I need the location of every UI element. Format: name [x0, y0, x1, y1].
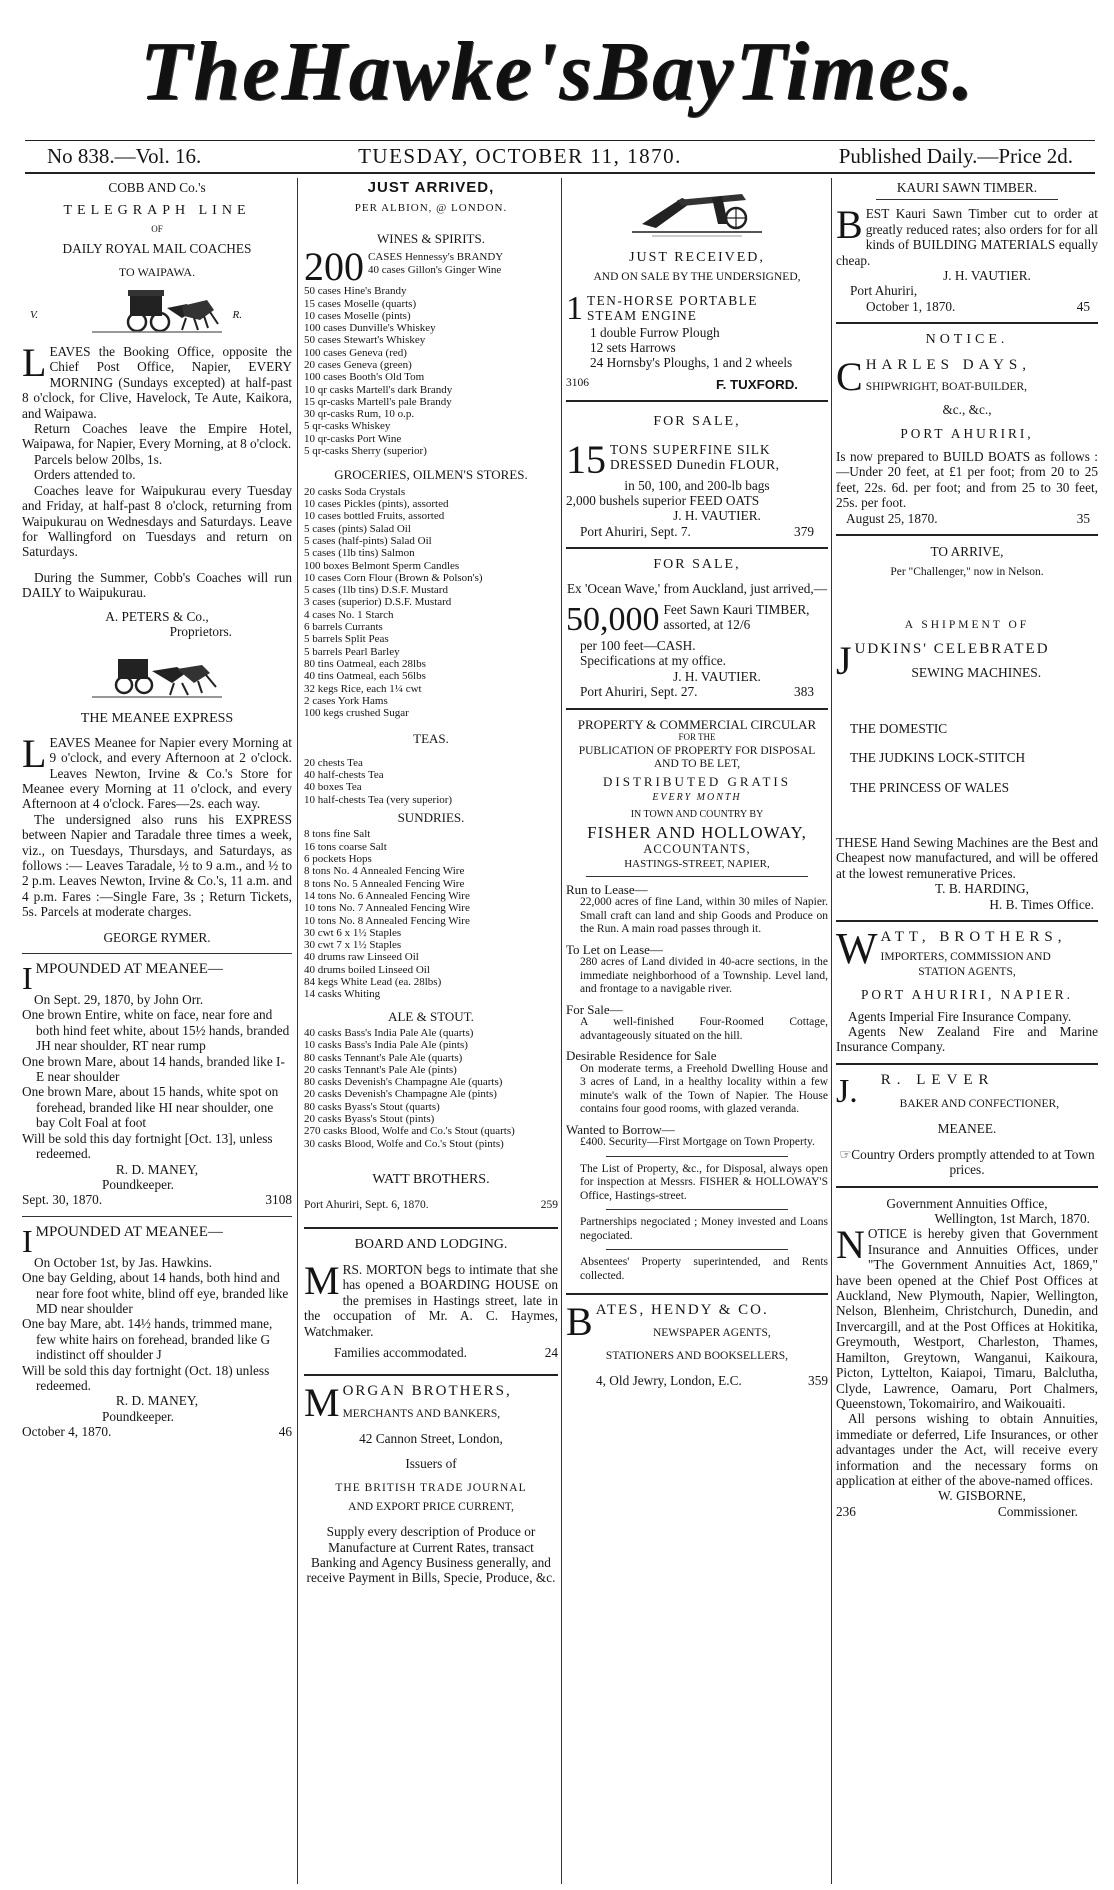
big-number: 15: [566, 441, 606, 478]
list-item: 1 double Furrow Plough: [590, 324, 720, 340]
meanee-express-title: THE MEANEE EXPRESS: [80, 711, 234, 727]
list-item: 14 casks Whiting: [304, 988, 381, 1001]
drop-cap: L: [22, 340, 47, 386]
list-item: 6 pockets Hops: [304, 853, 372, 866]
list-item: 15 qr-casks Martell's pale Brandy: [304, 395, 452, 408]
big-number: 200: [304, 249, 364, 286]
circular-line: EVERY MONTH: [652, 792, 742, 804]
signature: T. B. HARDING,: [935, 881, 1029, 897]
watt-agent: Agents New Zealand Fire and Marine Insurance Company.: [836, 1024, 1098, 1055]
rule: [566, 708, 828, 710]
rule: [836, 534, 1098, 536]
days-title: HARLES DAYS,: [865, 357, 1031, 373]
bates-line: NEWSPAPER AGENTS,: [652, 1326, 771, 1339]
rule: [606, 1249, 788, 1250]
list-item: 40 cases Gillon's Ginger Wine: [368, 263, 502, 276]
circular-text: Partnerships negociated ; Money invested and Loans negociated.: [580, 1216, 828, 1242]
days-line: &c., &c.,: [942, 402, 992, 418]
list-item: 100 boxes Belmont Sperm Candles: [304, 559, 460, 572]
list-item: 20 cases Geneva (green): [304, 359, 412, 371]
circular-heading: Wanted to Borrow—: [566, 1121, 675, 1137]
lever-sub: BAKER AND CONFECTIONER,: [899, 1098, 1060, 1111]
rule: [836, 1063, 1098, 1065]
signature: WATT BROTHERS.: [372, 1171, 490, 1187]
list-item: 40 boxes Tea: [304, 781, 362, 794]
drop-cap: B: [566, 1303, 593, 1340]
teas-list: [304, 757, 558, 806]
list-item: 100 cases Dunville's Whiskey: [304, 322, 436, 335]
bates-header: [566, 1303, 828, 1340]
watt-title: ATT, BROTHERS,: [880, 929, 1067, 945]
days-header: [836, 358, 1098, 395]
notice-number: 383: [794, 684, 814, 700]
column-3: [566, 178, 828, 1884]
column-4: [836, 178, 1098, 1884]
list-item: 10 casks Bass's India Pale Ale (pints): [304, 1039, 468, 1052]
masthead-word: Hawke's: [281, 24, 594, 118]
circular-text: 280 acres of Land divided in 40-acre sections, in the immediate neighborhood of a Township. Level land, and frontage to a navigable river.: [580, 956, 828, 996]
impound-line: On October 1st, by Jas. Hawkins.: [34, 1254, 213, 1270]
lever-text-body: Country Orders promptly attended to at Town prices.: [851, 1146, 1095, 1178]
list-item: 10 qr-casks Port Wine: [304, 432, 402, 445]
list-item: 10 tons No. 7 Annealed Fencing Wire: [304, 902, 470, 915]
list-item: 20 casks Tennant's Pale Ale (pints): [304, 1063, 457, 1076]
flour-block: [566, 442, 828, 478]
circular-line: DISTRIBUTED GRATIS: [603, 773, 791, 789]
list-item: 10 cases Pickles (pints), assorted: [304, 498, 449, 511]
list-item: 14 tons No. 6 Annealed Fencing Wire: [304, 889, 470, 902]
watt-port: PORT AHURIRI, NAPIER.: [861, 987, 1073, 1003]
list-item: 20 chests Tea: [304, 756, 363, 769]
property-circular: [566, 718, 828, 1284]
column-rule: [831, 178, 832, 1884]
bates-line: 4, Old Jewry, London, E.C.: [596, 1373, 742, 1389]
board-text: RS. MORTON begs to intimate that she has opened a BOARDING HOUSE on the premises in Hastings street, late in the occupation of Mr. A. C. Haymes, Watchmaker.: [304, 1261, 558, 1339]
coach-icon: [82, 653, 232, 701]
timber-line: per 100 feet—CASH.: [580, 638, 696, 654]
watt-sub: IMPORTERS, COMMISSION AND: [880, 951, 1051, 964]
rule: [606, 1156, 788, 1157]
watt-header: [836, 930, 1098, 966]
list-item: 20 casks Byass's Stout (pints): [304, 1113, 435, 1126]
kauri-text: EST Kauri Sawn Timber cut to order at greatly reduced rates; also orders for for all kinds of BUILDING MATERIALS equally cheap.: [836, 206, 1098, 268]
signature: J. H. VAUTIER.: [673, 508, 761, 524]
flour-line: TONS SUPERFINE SILK: [610, 441, 771, 457]
list-item: 4 cases No. 1 Starch: [304, 608, 394, 621]
list-item: 8 tons No. 5 Annealed Fencing Wire: [304, 877, 465, 890]
machine-name: THE JUDKINS LOCK-STITCH: [850, 750, 1026, 766]
rule: [566, 400, 828, 402]
timber-block: [566, 602, 828, 638]
list-item: 50 cases Hine's Brandy: [304, 285, 407, 298]
list-item: 8 tons No. 4 Annealed Fencing Wire: [304, 865, 465, 878]
morgan-export: AND EXPORT PRICE CURRENT,: [348, 1501, 514, 1514]
cobb-para: Parcels below 20lbs, 1s.: [34, 451, 163, 467]
flour-line: in 50, 100, and 200-lb bags: [624, 477, 770, 493]
arrive-per: Per "Challenger," now in Nelson.: [890, 565, 1044, 578]
column-rule: [297, 178, 298, 1884]
list-item: 40 tins Oatmeal, each 56lbs: [304, 670, 426, 683]
list-item: 8 tons fine Salt: [304, 828, 371, 841]
bates-line: STATIONERS AND BOOKSELLERS,: [605, 1349, 789, 1362]
notice-date: Port Ahuriri, Sept. 7.: [580, 523, 691, 539]
kauri-body: [836, 202, 1098, 268]
circular-line: HASTINGS-STREET, NAPIER,: [624, 858, 770, 871]
issue-date: TUESDAY, OCTOBER 11, 1870.: [358, 144, 682, 168]
column-1: [22, 178, 292, 1884]
gov-text: All persons wishing to obtain Annuities, immediate or deferred, Life Insurances, or other advantages under the Act, will receive every information and the necessary forms on application at either of the above-named offices.: [836, 1411, 1098, 1488]
big-number: 1: [566, 292, 583, 325]
impound-line: One bay Mare, abt. 14½ hands, trimmed mane, few white hairs on forehead, branded like G indistinct off shoulder J: [22, 1316, 273, 1363]
just-received-sub: AND ON SALE BY THE UNDERSIGNED,: [593, 271, 801, 284]
list-item: 30 casks Blood, Wolfe and Co.'s Stout (pints): [304, 1137, 504, 1150]
impound-notice-1: [22, 962, 292, 1208]
coach-illustration: [22, 286, 292, 338]
gov-date: Wellington, 1st March, 1870.: [934, 1211, 1090, 1227]
shipment: A SHIPMENT OF: [904, 618, 1030, 631]
notice-date: Port Ahuriri,: [850, 283, 918, 299]
lever-text: [836, 1147, 1098, 1178]
morgan-issuers: Issuers of: [405, 1456, 457, 1472]
list-item: 10 cases Corn Flour (Brown & Polson's): [304, 571, 483, 584]
notice-date: October 4, 1870.: [22, 1424, 112, 1440]
list-item: 3 cases (superior) D.S.F. Mustard: [304, 596, 452, 609]
per-albion: PER ALBION, @ LONDON.: [354, 202, 508, 215]
engine-block: [566, 293, 828, 325]
cobb-para: Coaches leave for Waipukurau every Tuesday and Friday, at half-past 8 o'clock, returning from Waipukurau on Wednesdays and Saturdays. Leave for Wallingford on Tuesdays and return on Saturdays.: [22, 482, 292, 560]
days-sub: SHIPWRIGHT, BOAT-BUILDER,: [865, 381, 1028, 394]
arrive-title: TO ARRIVE,: [930, 544, 1004, 560]
machine-name: THE DOMESTIC: [850, 720, 948, 736]
wines-list: [304, 285, 558, 457]
list-item: 2 cases York Hams: [304, 694, 388, 707]
issue-number: No 838.—Vol. 16.: [47, 144, 202, 168]
circular-heading: Desirable Residence for Sale: [566, 1048, 717, 1064]
of-label: OF: [151, 223, 163, 234]
morgan-text: Supply every description of Produce or Manufacture at Current Rates, transact Banking and Agency Business generally, and receive Payment in Bills, Specie, Produce, &c.: [306, 1524, 556, 1586]
fisher-holloway: FISHER AND HOLLOWAY,: [587, 823, 807, 843]
just-arrived-title: JUST ARRIVED,: [367, 179, 495, 196]
list-item: 12 sets Harrows: [590, 340, 676, 356]
drop-cap: I: [22, 960, 33, 997]
notice-date: Sept. 30, 1870.: [22, 1192, 103, 1208]
cobb-para: During the Summer, Cobb's Coaches will run DAILY to Waipukurau.: [22, 569, 292, 601]
signature: J. H. VAUTIER.: [943, 268, 1031, 284]
masthead: [0, 12, 1114, 130]
list-item: 32 kegs Rice, each 1¼ cwt: [304, 682, 422, 695]
impound-notice-2: [22, 1222, 292, 1440]
masthead-word: Bay: [594, 24, 736, 118]
list-item: 10 half-chests Tea (very superior): [304, 793, 453, 806]
list-item: 5 barrels Pearl Barley: [304, 645, 400, 658]
signature-role: Commissioner.: [997, 1503, 1078, 1519]
circular-line: ACCOUNTANTS,: [643, 841, 751, 856]
list-item: 15 cases Moselle (quarts): [304, 297, 417, 310]
list-item: 100 kegs crushed Sugar: [304, 707, 409, 720]
timber-line: Ex 'Ocean Wave,' from Auckland, just arrived,—: [566, 580, 828, 596]
cobb-para: EAVES the Booking Office, opposite the Chief Post Office, Napier, EVERY MORNING (Sundays excepted) at half-past 8 o'clock, for Clive, Havelock, Te Aute, Kaikora, and Waipawa.: [22, 344, 292, 421]
list-item: 84 kegs White Lead (ea. 28lbs): [304, 975, 442, 988]
drop-cap: I: [22, 1222, 33, 1259]
list-item: 30 cwt 6 x 1½ Staples: [304, 926, 402, 939]
list-item: 10 qr casks Martell's dark Brandy: [304, 383, 453, 396]
signature-role: H. B. Times Office.: [989, 896, 1094, 912]
rule: [22, 1216, 292, 1217]
for-sale-title: FOR SALE,: [653, 414, 741, 430]
list-item: 5 barrels Split Peas: [304, 633, 389, 646]
notice-number: 3106: [566, 376, 589, 389]
signature: GEORGE RYMER.: [103, 929, 211, 945]
list-item: 30 qr-casks Rum, 10 o.p.: [304, 408, 415, 421]
timber-line: Feet Sawn Kauri TIMBER, assorted, at 12/6: [663, 602, 810, 633]
cobb-para: Orders attended to.: [34, 467, 136, 483]
section-heading: GROCERIES, OILMEN'S STORES.: [334, 467, 528, 483]
judkins-header: [836, 642, 1098, 681]
gov-title: Government Annuities Office,: [886, 1195, 1048, 1211]
impound-line: One brown Mare, about 15 hands, white spot on forehead, branded like HI near shoulder, one bay Colt Foal at foot: [22, 1084, 279, 1131]
coach-icon: [82, 286, 232, 338]
circular-heading: To Let on Lease—: [566, 941, 663, 957]
section-heading: WINES & SPIRITS.: [377, 230, 485, 246]
notice-title: NOTICE.: [925, 332, 1009, 348]
circular-line: PUBLICATION OF PROPERTY FOR DISPOSAL AND TO BE LET,: [578, 744, 816, 771]
notice-number: 35: [1076, 510, 1090, 526]
rule: [836, 322, 1098, 324]
circular-line: FOR THE: [678, 732, 716, 743]
timber-line: Specifications at my office.: [580, 653, 726, 669]
impound-title: MPOUNDED AT MEANEE—: [35, 1223, 223, 1240]
list-item: 40 casks Bass's India Pale Ale (quarts): [304, 1026, 474, 1039]
signature: R. D. MANEY,: [115, 1161, 199, 1177]
coach-illustration: [22, 653, 292, 701]
judkins-sub: SEWING MACHINES.: [911, 665, 1042, 681]
circular-text: A well-finished Four-Roomed Cottage, advantageously situated on the hill.: [580, 1016, 828, 1042]
list-item: CASES Hennessy's BRANDY: [368, 251, 504, 264]
engine-line: TEN-HORSE PORTABLE: [587, 292, 759, 308]
for-sale-title: FOR SALE,: [653, 557, 741, 573]
gov-text: OTICE is hereby given that Government Insurance and Annuities Offices, under "The Government Annuities Act, 1869," have been opened at the Chief Post Offices at Auckland, New Plymouth, Napier, Wellington, Nelson, Blenheim, Christchurch, Dunedin, and Invercargill, and at the Post Offices at Hokitika, Greymouth, Westport, Charleston, Thames, Hamilton, Greytown, Wanganui, Kaikoura, Picton, Lyttelton, Kaiapoi, Timaru, Balclutha, Clyde, Lawrence, Oamaru, Port Chalmers, Queenstown, Tokomairiro, and Waikouaiti.: [836, 1226, 1098, 1411]
notice-number: 259: [540, 1199, 558, 1212]
meanee-para: EAVES Meanee for Napier every Morning at 9 o'clock, and every Afternoon at 2 o'clock. Leaves Newton, Irvine & Co.'s Store for Meanee every Morning at 11 o'clock, and every Afternoon at 4 o'clock. Fares—2s. each way.: [22, 734, 292, 812]
impound-line: Will be sold this day fortnight (Oct. 18) unless redeemed.: [22, 1362, 270, 1393]
morgan-address: 42 Cannon Street, London,: [359, 1431, 503, 1447]
engine-line: STEAM ENGINE: [587, 308, 697, 324]
circular-text: The List of Property, &c., for Disposal, always open for inspection at Messrs. FISHER & HOLLOWAY'S Office, Hastings-street.: [580, 1162, 828, 1202]
meanee-body: [22, 730, 292, 812]
dateline: [25, 140, 1095, 174]
circular-title: PROPERTY & COMMERCIAL CIRCULAR: [577, 716, 817, 732]
impound-line: One brown Entire, white on face, near fore and both hind feet white, about 15½ hands, branded JH near shoulder, RT near rump: [22, 1007, 290, 1054]
signature-role: Proprietors.: [169, 623, 232, 639]
gov-body: [836, 1222, 1098, 1411]
list-item: 10 tons No. 8 Annealed Fencing Wire: [304, 914, 470, 927]
to-waipawa: TO WAIPAWA.: [118, 264, 196, 279]
rule: [876, 199, 1058, 200]
drop-cap: J: [836, 641, 852, 681]
notice-number: 379: [794, 523, 814, 539]
list-item: 100 cases Booth's Old Tom: [304, 371, 425, 384]
signature-role: Poundkeeper.: [102, 1176, 175, 1192]
morgan-journal: THE BRITISH TRADE JOURNAL: [335, 1481, 527, 1494]
coach-letter: R.: [232, 309, 242, 322]
circular-text: On moderate terms, a Freehold Dwelling House and 3 acres of Land, in a healthy locality within a few minute's walk of the Town of Napier. The House contains four good rooms, with glazed veranda.: [580, 1062, 828, 1116]
list-item: 40 drums raw Linseed Oil: [304, 951, 419, 964]
board-body: [304, 1257, 558, 1339]
coach-letter: V.: [30, 309, 39, 322]
watt-sub: STATION AGENTS,: [918, 965, 1016, 978]
notice-date: October 1, 1870.: [866, 298, 956, 314]
section-heading: TEAS.: [413, 731, 449, 747]
lever-header: [836, 1073, 1098, 1112]
list-item: 5 qr-casks Whiskey: [304, 420, 391, 433]
circular-text: 22,000 acres of fine Land, within 30 miles of Napier. Small craft can land and ship Goods and Produce on the Run. A main road passes through it.: [580, 896, 828, 936]
notice-number: 46: [278, 1424, 292, 1440]
wines-lead: [304, 249, 558, 285]
list-item: 40 drums boiled Linseed Oil: [304, 963, 430, 976]
rule: [836, 1186, 1098, 1188]
plough-icon: [622, 184, 772, 244]
drop-cap: C: [836, 357, 863, 395]
list-item: 50 cases Stewart's Whiskey: [304, 334, 426, 347]
notice-date: August 25, 1870.: [846, 510, 938, 526]
list-item: 5 cases (pints) Salad Oil: [304, 522, 411, 535]
rule: [566, 1293, 828, 1295]
drop-cap: J.: [836, 1072, 858, 1110]
list-item: 80 casks Tennant's Pale Ale (quarts): [304, 1051, 463, 1064]
circular-heading: For Sale—: [566, 1001, 623, 1017]
list-item: 10 cases bottled Fruits, assorted: [304, 510, 445, 523]
signature: J. H. VAUTIER.: [673, 668, 761, 684]
list-item: 5 cases (half-pints) Salad Oil: [304, 534, 432, 547]
masthead-word: Times.: [735, 24, 976, 118]
circular-text: £400. Security—First Mortgage on Town Property.: [580, 1136, 815, 1149]
section-heading: ALE & STOUT.: [388, 1008, 474, 1024]
issue-price: Published Daily.—Price 2d.: [838, 144, 1073, 168]
list-item: 270 casks Blood, Wolfe and Co.'s Stout (quarts): [304, 1125, 515, 1138]
plough-illustration: [566, 184, 828, 244]
list-item: 100 cases Geneva (red): [304, 346, 407, 359]
circular-heading: Run to Lease—: [566, 881, 648, 897]
telegraph-line: TELEGRAPH LINE: [63, 203, 251, 219]
days-line: PORT AHURIRI,: [900, 425, 1034, 441]
signature: A. PETERS & Co.,: [105, 608, 209, 624]
drop-cap: N: [836, 1222, 865, 1268]
judkins-text: THESE Hand Sewing Machines are the Best and Cheapest now manufactured, and will be offered at the lowest remunerative Prices.: [836, 834, 1098, 881]
list-item: 10 cases Moselle (pints): [304, 309, 411, 322]
cobb-title: COBB AND Co.'s: [108, 180, 206, 195]
lever-title: R. LEVER: [880, 1072, 995, 1088]
impound-title: MPOUNDED AT MEANEE—: [35, 961, 223, 978]
column-rule: [561, 178, 562, 1884]
cobb-body: [22, 340, 292, 421]
board-title: BOARD AND LODGING.: [354, 1236, 508, 1252]
bates-title: ATES, HENDY & CO.: [595, 1303, 769, 1319]
list-item: 20 casks Soda Crystals: [304, 485, 406, 498]
circular-line: IN TOWN AND COUNTRY BY: [630, 808, 764, 820]
signature: R. D. MANEY,: [115, 1393, 199, 1409]
list-item: 5 cases (1lb tins) Salmon: [304, 547, 415, 560]
list-item: 20 casks Devenish's Champagne Ale (pints): [304, 1088, 497, 1101]
list-item: 6 barrels Currants: [304, 621, 383, 634]
flour-line: DRESSED Dunedin FLOUR,: [610, 457, 780, 473]
signature: W. GISBORNE,: [938, 1488, 1026, 1504]
drop-cap: L: [22, 730, 47, 776]
watt-agent: Agents Imperial Fire Insurance Company.: [848, 1008, 1072, 1024]
rule: [606, 1209, 788, 1210]
drop-cap: B: [836, 202, 863, 248]
impound-line: On Sept. 29, 1870, by John Orr.: [34, 992, 204, 1008]
list-item: 80 casks Devenish's Champagne Ale (quarts): [304, 1076, 503, 1089]
sundries-list: [304, 828, 558, 1000]
circular-text: Absentees' Property superintended, and Rents collected.: [580, 1256, 828, 1282]
flour-line: 2,000 bushels superior FEED OATS: [566, 493, 760, 509]
list-item: 5 qr-casks Sherry (superior): [304, 445, 427, 458]
notice-number: 359: [808, 1373, 828, 1389]
list-item: 16 tons coarse Salt: [304, 840, 387, 853]
notice-number: 24: [544, 1345, 558, 1360]
masthead-word: The: [140, 24, 282, 118]
notice-date: Port Ahuriri, Sept. 27.: [580, 684, 698, 700]
judkins-title: UDKINS' CELEBRATED: [854, 641, 1050, 657]
rule: [586, 876, 808, 877]
rule: [566, 547, 828, 549]
drop-cap: W: [836, 929, 878, 966]
list-item: 40 half-chests Tea: [304, 769, 384, 782]
rule: [304, 1227, 558, 1229]
big-number: 50,000: [566, 602, 660, 639]
days-text: Is now prepared to BUILD BOATS as follows :—Under 20 feet, at £1 per foot; from 20 to 25 feet, 22s. 6d. per foot; and from 25 to 30 feet, 25s. per foot.: [836, 449, 1098, 511]
list-item: 30 cwt 7 x 1½ Staples: [304, 939, 402, 952]
hand-pointer-icon: ☞: [839, 1146, 852, 1162]
kauri-title: KAURI SAWN TIMBER.: [896, 180, 1038, 195]
column-2: [304, 178, 558, 1884]
daily-coaches: DAILY ROYAL MAIL COACHES: [62, 241, 252, 257]
rule: [22, 953, 292, 954]
signature: F. TUXFORD.: [716, 376, 798, 392]
rule: [304, 1374, 558, 1376]
rule: [836, 920, 1098, 922]
drop-cap: M: [304, 1384, 340, 1422]
list-item: 80 tins Oatmeal, each 28lbs: [304, 657, 426, 670]
cobb-para: Return Coaches leave the Empire Hotel, Waipawa, for Napier, Every Morning, at 8 o'clock.: [22, 421, 292, 452]
impound-line: Will be sold this day fortnight [Oct. 13], unless redeemed.: [22, 1130, 273, 1162]
lever-place: MEANEE.: [937, 1121, 997, 1137]
list-item: 5 cases (1lb tins) D.S.F. Mustard: [304, 584, 448, 597]
received-items: [566, 325, 828, 371]
notice-number: 3108: [265, 1192, 292, 1208]
morgan-title: ORGAN BROTHERS,: [342, 1384, 512, 1400]
notice-date: Port Ahuriri, Sept. 6, 1870.: [304, 1199, 429, 1212]
just-received: JUST RECEIVED,: [629, 250, 765, 265]
list-item: 24 Hornsby's Ploughs, 1 and 2 wheels: [590, 355, 793, 371]
morgan-header: [304, 1384, 558, 1421]
notice-number: 236: [836, 1503, 856, 1519]
meanee-para: The undersigned also runs his EXPRESS between Napier and Taradale three times a week, viz., on Tuesdays, Thursdays, and Saturdays, as follows :— Leaves Taradale, ½ to 9 a.m., and ½ to 2 p.m. Leaves Newton, Irvine & Co.'s, 11 a.m. and 4 p.m. Fares :—Single Fare, 3s ; Return Tickets, 5s. Parcels at moderate charges.: [22, 811, 292, 920]
list-item: 80 casks Byass's Stout (quarts): [304, 1100, 440, 1113]
drop-cap: M: [304, 1257, 340, 1303]
board-line: Families accommodated.: [334, 1345, 467, 1360]
morgan-sub: MERCHANTS AND BANKERS,: [342, 1407, 501, 1420]
groceries-list: [304, 486, 558, 720]
ale-list: [304, 1027, 558, 1150]
section-heading: SUNDRIES.: [397, 810, 465, 826]
notice-number: 45: [1076, 298, 1090, 314]
machine-name: THE PRINCESS OF WALES: [850, 779, 1009, 795]
impound-line: One brown Mare, about 14 hands, branded like I-E near shoulder: [22, 1053, 285, 1085]
impound-line: One bay Gelding, about 14 hands, both hind and near fore foot white, blind off eye, branded like MD near shoulder: [22, 1270, 289, 1316]
signature-role: Poundkeeper.: [102, 1408, 175, 1424]
